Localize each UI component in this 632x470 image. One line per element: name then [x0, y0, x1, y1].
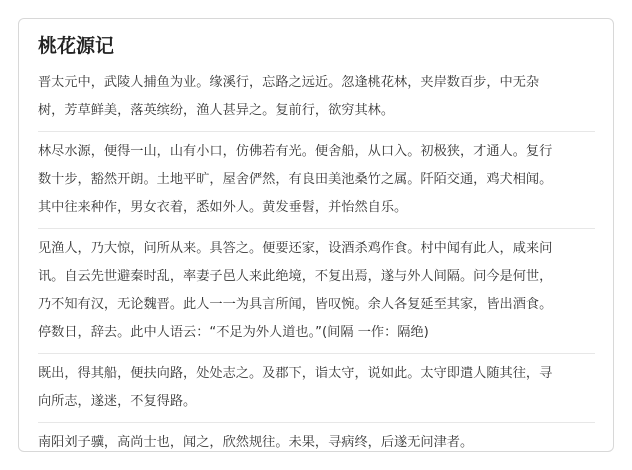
paragraph-line: 停数日，辞去。此中人语云：“不足为外人道也。”(间隔 一作：隔绝): [38, 325, 429, 340]
paragraph-3: [38, 228, 595, 347]
paragraph-line: 林尽水源，便得一山，山有小口，仿佛若有光。便舍船，从口入。初极狭，才通人。复行: [38, 144, 553, 159]
paragraph-4: [38, 353, 595, 416]
paragraph-line: 南阳刘子骥，高尚士也，闻之，欣然规往。未果，寻病终，后遂无问津者。: [38, 435, 474, 450]
paragraph-line: 向所志，遂迷，不复得路。: [38, 394, 197, 409]
paragraph-1: [38, 69, 595, 125]
paragraph-2: [38, 131, 595, 222]
paragraph-5: [38, 422, 595, 457]
paragraph-line: 见渔人，乃大惊，问所从来。具答之。便要还家，设酒杀鸡作食。村中闻有此人，咸来问: [38, 241, 553, 256]
paragraph-line: 晋太元中，武陵人捕鱼为业。缘溪行，忘路之远近。忽逢桃花林，夹岸数百步，中无杂: [38, 75, 540, 90]
paragraph-line: 乃不知有汉，无论魏晋。此人一一为具言所闻，皆叹惋。余人各复延至其家，皆出酒食。: [38, 297, 553, 312]
article-card: [18, 18, 614, 452]
paragraph-line: 树，芳草鲜美，落英缤纷，渔人甚异之。复前行，欲穷其林。: [38, 103, 395, 118]
paragraph-line: 其中往来种作，男女衣着，悉如外人。黄发垂髫，并怡然自乐。: [38, 200, 408, 215]
article-title: 桃花源记: [38, 35, 115, 57]
paragraph-line: 数十步，豁然开朗。土地平旷，屋舍俨然，有良田美池桑竹之属。阡陌交通，鸡犬相闻。: [38, 172, 553, 187]
paragraph-line: 讯。自云先世避秦时乱，率妻子邑人来此绝境，不复出焉，遂与外人间隔。问今是何世，: [38, 269, 553, 284]
paragraph-line: 既出，得其船，便扶向路，处处志之。及郡下，诣太守，说如此。太守即遣人随其往，寻: [38, 366, 553, 381]
